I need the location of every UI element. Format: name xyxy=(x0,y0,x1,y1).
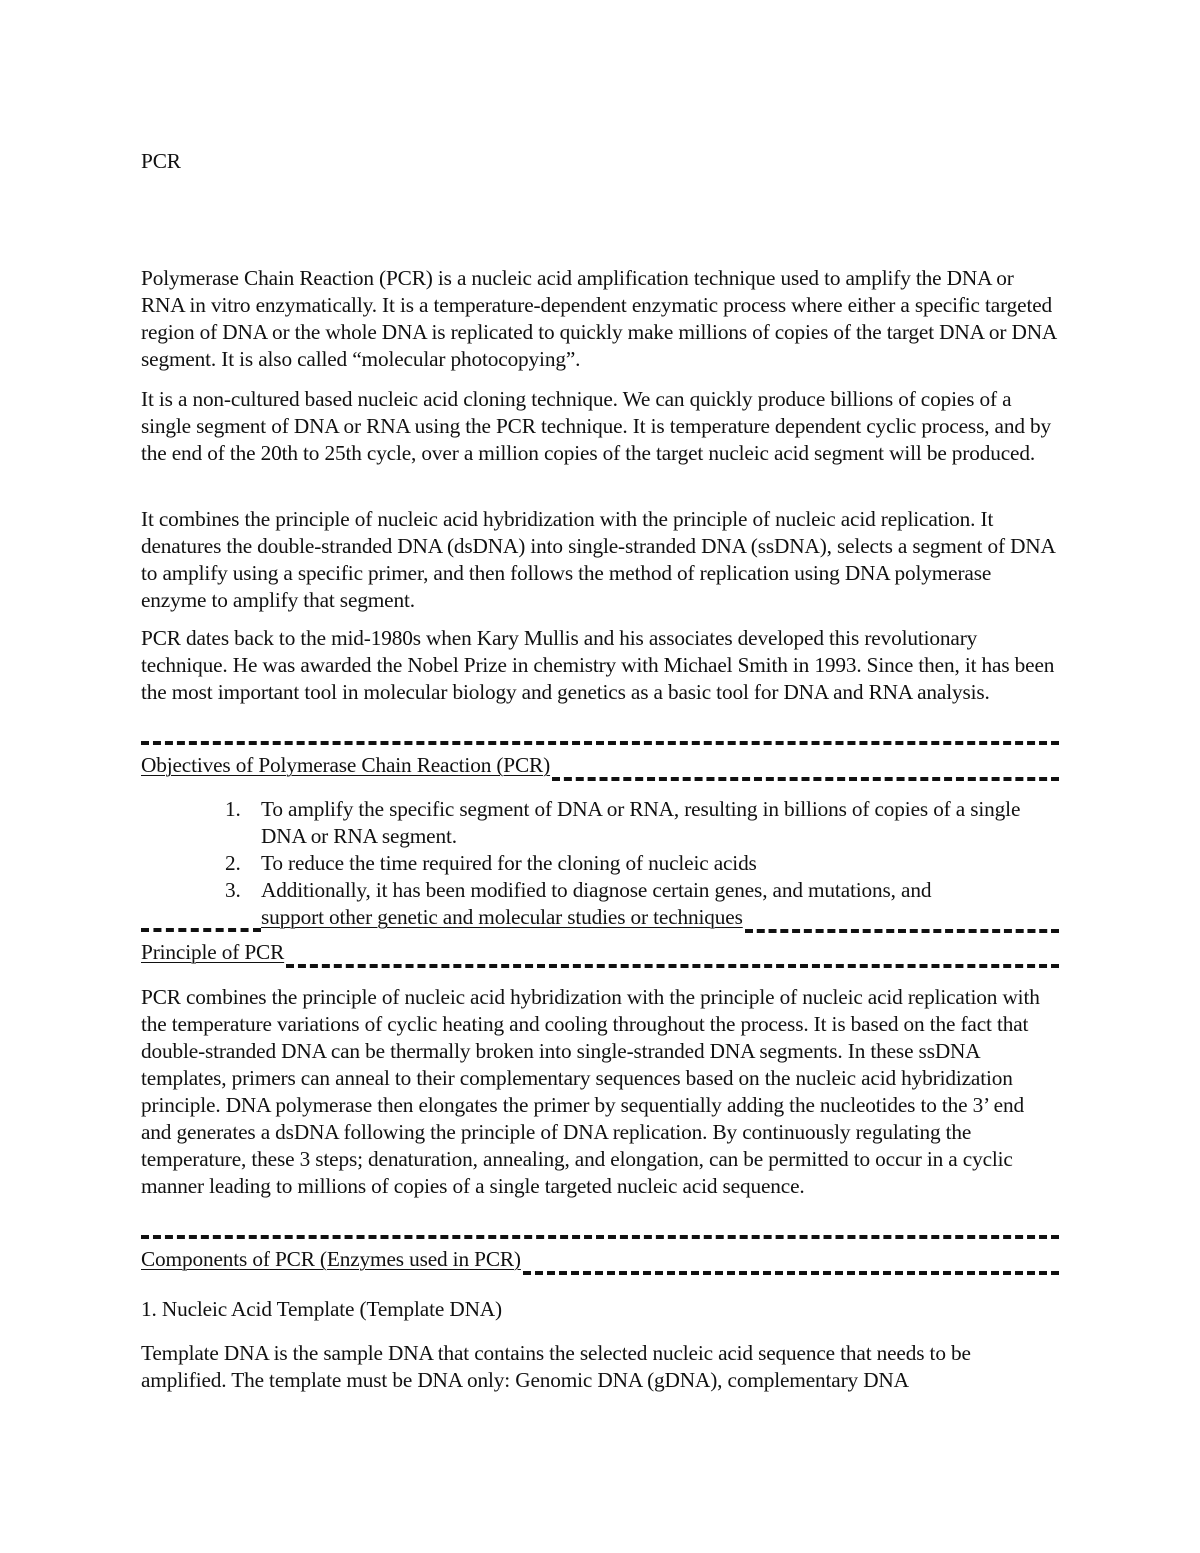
components-subheading-block xyxy=(141,1296,1059,1323)
objective-number: 1. xyxy=(225,797,241,821)
objective-item xyxy=(141,796,1059,850)
heading-dash-fill xyxy=(523,1271,1059,1275)
principle-heading-row xyxy=(141,939,1059,968)
principle-paragraph: PCR combines the principle of nucleic acid hybridization with the principle of nucleic acid replication with the temperature variations of cyclic heating and cooling throughout the process. It is based on the fact that double-stranded DNA can be thermally broken into single-stranded DNA segments. In these ssDNA templates, primers can anneal to their complementary sequences based on the nucleic acid hybridization principle. DNA polymerase then elongates the primer by sequentially adding the nucleotides to the 3’ end and generates a dsDNA following the principle of DNA replication. By continuously regulating the temperature, these 3 steps; denaturation, annealing, and elongation, can be permitted to occur in a cyclic manner leading to millions of copies of a single targeted nucleic acid sequence. xyxy=(141,985,1040,1198)
intro-paragraph-1-block xyxy=(141,265,1059,373)
objective-text: To reduce the time required for the cloning of nucleic acids xyxy=(261,851,757,875)
intro-paragraph-3-block xyxy=(141,506,1059,614)
section-divider xyxy=(141,1235,1059,1239)
heading-dash-fill xyxy=(286,964,1059,968)
objectives-heading: Objectives of Polymerase Chain Reaction (PCR) xyxy=(141,753,551,777)
section-divider xyxy=(141,741,1059,745)
components-subheading: 1. Nucleic Acid Template (Template DNA) xyxy=(141,1297,502,1321)
intro-paragraph-2-block xyxy=(141,386,1059,467)
objective-number: 3. xyxy=(225,878,241,902)
line-dash-fill xyxy=(745,929,1059,933)
objective-item xyxy=(141,850,1059,877)
objective-last-line xyxy=(141,904,1059,933)
objective-item xyxy=(141,877,1059,933)
objective-number: 2. xyxy=(225,851,241,875)
objective-text: To amplify the specific segment of DNA or RNA, resulting in billions of copies of a single DNA or RNA segment. xyxy=(261,797,1021,848)
document-title: PCR xyxy=(141,149,181,173)
components-heading-row xyxy=(141,1246,1059,1275)
intro-paragraph: PCR dates back to the mid-1980s when Kary Mullis and his associates developed this revolutionary technique. He was awarded the Nobel Prize in chemistry with Michael Smith in 1993. Since then, it has been the most important tool in molecular biology and genetics as a basic tool for DNA and RNA analysis. xyxy=(141,626,1055,704)
principle-heading: Principle of PCR xyxy=(141,940,285,964)
intro-paragraph: Polymerase Chain Reaction (PCR) is a nucleic acid amplification technique used to amplify the DNA or RNA in vitro enzymatically. It is a temperature-dependent enzymatic process where either a specific targeted region of DNA or the whole DNA is replicated to quickly make millions of copies of the target DNA or DNA segment. It is also called “molecular photocopying”. xyxy=(141,266,1056,371)
components-heading: Components of PCR (Enzymes used in PCR) xyxy=(141,1247,521,1271)
intro-paragraph-4-block xyxy=(141,625,1059,706)
objectives-heading-row xyxy=(141,752,1059,781)
intro-paragraph: It combines the principle of nucleic acid hybridization with the principle of nucleic acid replication. It denatures the double-stranded DNA (dsDNA) into single-stranded DNA (ssDNA), selects a segment of DNA to amplify using a specific primer, and then follows the method of replication using DNA polymerase enzyme to amplify that segment. xyxy=(141,507,1055,612)
components-paragraph-block xyxy=(141,1340,1059,1394)
objective-text: support other genetic and molecular studies or techniques xyxy=(261,905,743,929)
objective-text: Additionally, it has been modified to diagnose certain genes, and mutations, and xyxy=(261,878,932,902)
principle-paragraph-block xyxy=(141,984,1059,1200)
line-dash-fill xyxy=(141,928,261,932)
components-paragraph: Template DNA is the sample DNA that contains the selected nucleic acid sequence that needs to be amplified. The template must be DNA only: Genomic DNA (gDNA), complementary DNA xyxy=(141,1341,971,1392)
objectives-list xyxy=(141,796,1059,933)
intro-paragraph: It is a non-cultured based nucleic acid cloning technique. We can quickly produce billions of copies of a single segment of DNA or RNA using the PCR technique. It is temperature dependent cyclic process, and by the end of the 20th to 25th cycle, over a million copies of the target nucleic acid segment will be produced. xyxy=(141,387,1052,465)
heading-dash-fill xyxy=(552,777,1059,781)
